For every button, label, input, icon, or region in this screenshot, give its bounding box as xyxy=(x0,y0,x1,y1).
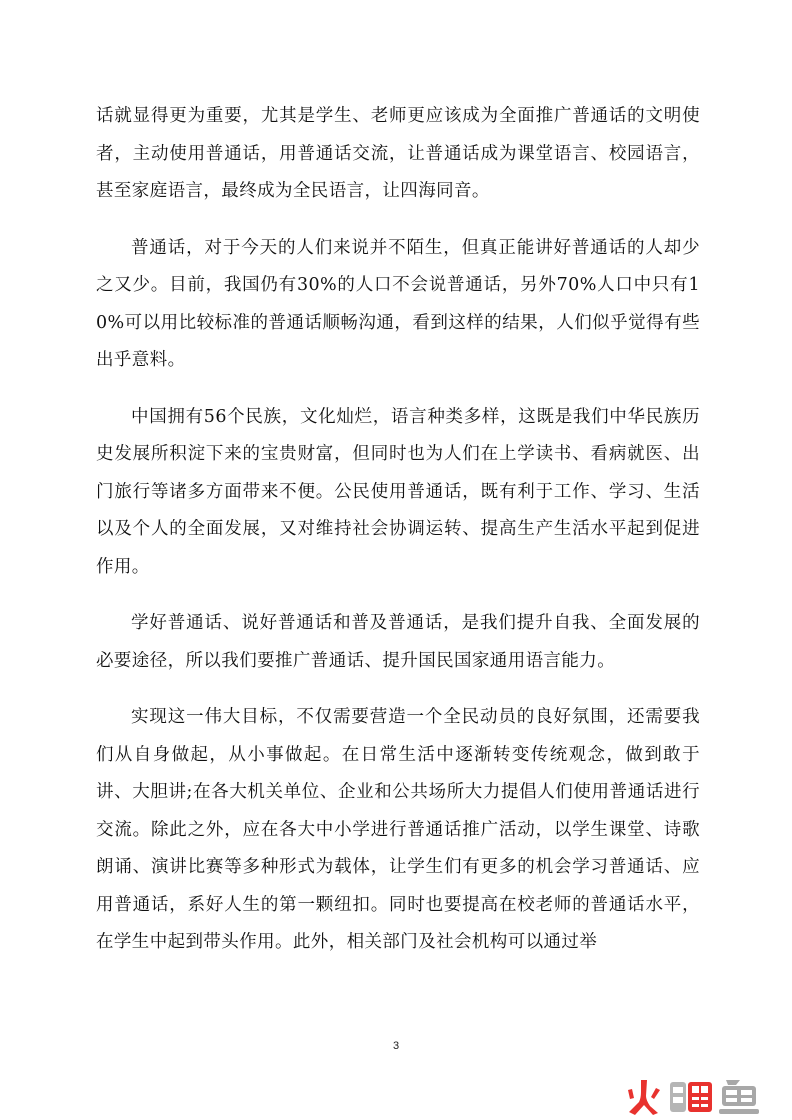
paragraph-1: 话就显得更为重要，尤其是学生、老师更应该成为全面推广普通话的文明使者，主动使用普通话，用普通话交流，让普通话成为课堂语言、校园语言，甚至家庭语言，最终成为全民语言，让四海同音。 xyxy=(96,106,700,201)
paragraph-3: 中国拥有56个民族，文化灿烂，语言种类多样，这既是我们中华民族历史发展所积淀下来的宝贵财富，但同时也为人们在上学读书、看病就医、出门旅行等诸多方面带来不便。公民使用普通话，既有利于工作、学习、生活以及个人的全面发展，又对维持社会协调运转、提高生产生活水平起到促进作用。 xyxy=(96,406,700,577)
paragraph-5: 实现这一伟大目标，不仅需要营造一个全民动员的良好氛围，还需要我们从自身做起，从小事做起。在日常生活中逐渐转变传统观念，做到敢于讲、大胆讲;在各大机关单位、企业和公共场所大力提倡人们使用普通话进行交流。除此之外，应在各大中小学进行普通话推广活动，以学生课堂、诗歌朗诵、演讲比赛等多种形式为载体，让学生们有更多的机会学习普通话、应用普通话，系好人生的第一颗纽扣。同时也要提高在校老师的普通话水平，在学生中起到带头作用。此外，相关部门及社会机构可以通过举 xyxy=(96,707,700,952)
page-number: 3 xyxy=(392,1040,400,1052)
document-body xyxy=(96,98,700,981)
paragraph-4: 学好普通话、说好普通话和普及普通话，是我们提升自我、全面发展的必要途径，所以我们要推广普通话、提升国民国家通用语言能力。 xyxy=(96,613,700,671)
watermark-logo-icon xyxy=(622,1078,772,1116)
paragraph-2: 普通话，对于今天的人们来说并不陌生，但真正能讲好普通话的人却少之又少。目前，我国仍有30%的人口不会说普通话，另外70%人口中只有10%可以用比较标准的普通话顺畅沟通，看到这样的结果，人们似乎觉得有些出乎意料。 xyxy=(96,237,700,370)
